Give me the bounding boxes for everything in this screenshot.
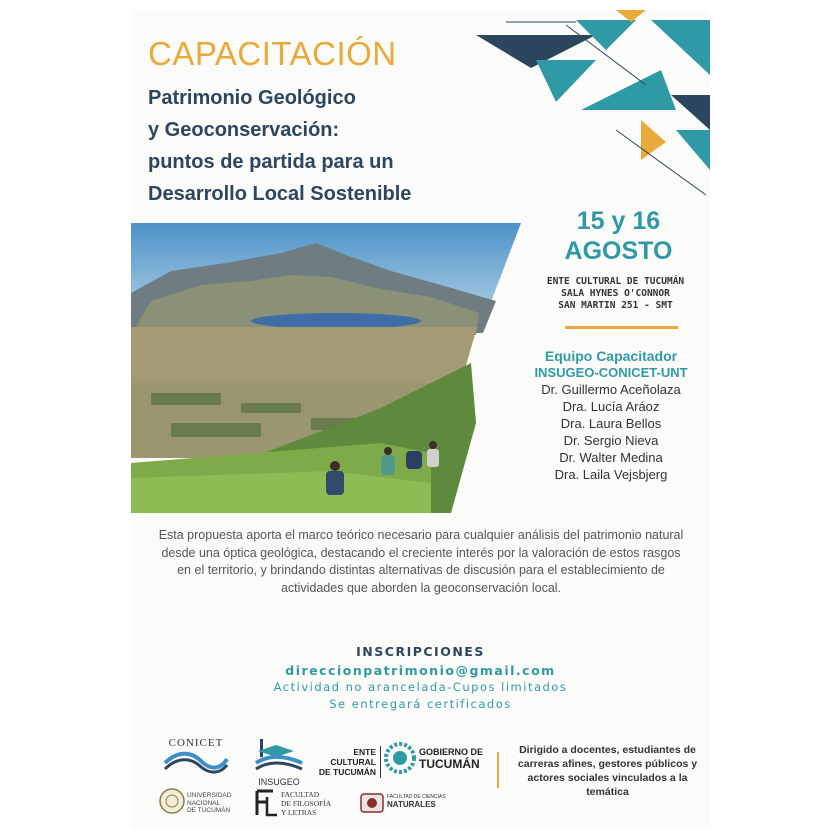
team-member: Dra. Laura Bellos (560, 416, 662, 431)
team-block (521, 348, 701, 483)
audience-note: Dirigido a docentes, estudiantes de carreras afines, gestores públicos y actores sociales vinculados a la temática (517, 744, 698, 798)
certificate-note: Se entregará certificados (329, 697, 512, 711)
gobierno-emblem (384, 742, 418, 778)
date-days: 15 y 16 (576, 207, 661, 235)
title-line: y Geoconservación: (148, 119, 340, 141)
logo-divider (380, 746, 381, 778)
naturales-emblem-icon (359, 792, 385, 814)
fl-monogram-icon (253, 788, 279, 818)
decorative-triangles (476, 10, 710, 205)
gobierno-logo: GOBIERNO DE TUCUMÁN (419, 747, 484, 771)
landscape-photo (131, 223, 521, 513)
event-date (531, 206, 706, 266)
poster (131, 10, 710, 828)
venue-line: ENTE CULTURAL DE TUCUMÁN (546, 276, 685, 287)
insugeo-logo: INSUGEO (249, 737, 309, 787)
event-title (148, 82, 498, 210)
sun-emblem-icon (384, 742, 416, 774)
title-line: Desarrollo Local Sostenible (148, 183, 412, 205)
venue-line: SALA HYNES O'CONNOR (561, 288, 670, 299)
naturales-mark (359, 792, 385, 818)
insugeo-mark-icon (254, 737, 304, 773)
naturales-logo: FACULTAD DE CIENCIAS NATURALES (387, 794, 446, 809)
title-line: Patrimonio Geológico (148, 87, 356, 109)
registration-block (131, 644, 710, 712)
unt-seal (159, 788, 185, 818)
team-title: Equipo Capacitador (544, 348, 678, 364)
date-month: AGOSTO (564, 237, 673, 265)
team-member: Dr. Guillermo Aceñolaza (541, 382, 681, 397)
team-member: Dra. Lucía Aráoz (562, 399, 660, 414)
registration-note: Actividad no arancelada-Cupos limitados (273, 680, 568, 694)
orange-divider (565, 326, 678, 329)
conicet-wave-icon (161, 749, 231, 775)
orange-separator (497, 752, 499, 788)
team-member: Dra. Laila Vejsbjerg (554, 467, 668, 482)
team-member: Dr. Walter Medina (559, 450, 663, 465)
venue-line: SAN MARTIN 251 - SMT (558, 300, 673, 311)
conicet-logo: CONICET (161, 737, 231, 779)
team-subtitle: INSUGEO-CONICET-UNT (534, 365, 688, 380)
university-seal-icon (159, 788, 185, 814)
registration-email-link[interactable]: direccionpatrimonio@gmail.com (285, 663, 556, 678)
team-member: Dr. Sergio Nieva (563, 433, 659, 448)
title-line: puntos de partida para un (148, 151, 394, 173)
filo-mark (253, 788, 279, 822)
event-kicker: CAPACITACIÓN (148, 35, 397, 72)
ente-cultural-logo: ENTE CULTURAL DE TUCUMÁN (318, 747, 376, 777)
event-description: Esta propuesta aporta el marco teórico necesario para cualquier análisis del patrimonio natural desde una óptica geológica, destacando el creciente interés por la valoración de estos rasgos en el territorio, y brindando distintas alternativas de discusión para el establecimiento de actividades que aborden la geoconservación local. (158, 528, 684, 595)
filo-logo: FACULTAD DE FILOSOFÍA Y LETRAS (281, 790, 332, 817)
registration-title: INSCRIPCIONES (356, 644, 485, 659)
unt-logo: UNIVERSIDAD NACIONAL DE TUCUMÁN (187, 792, 232, 814)
event-venue (523, 276, 708, 312)
